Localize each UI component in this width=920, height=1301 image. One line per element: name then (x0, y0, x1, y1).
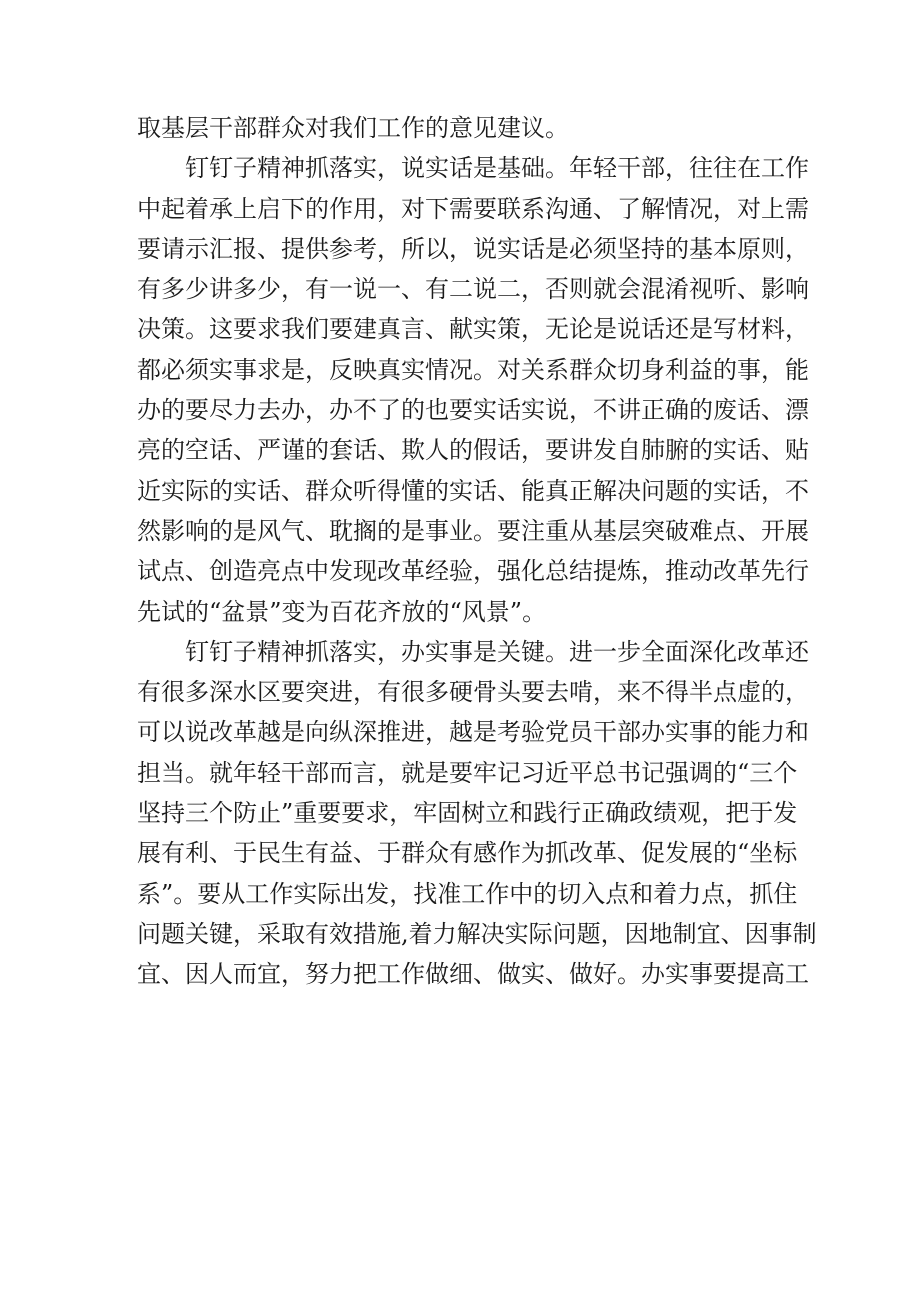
text-line: 钉钉子精神抓落实，办实事是关键。进一步全面深化改革还 (137, 637, 809, 666)
text-line: 近实际的实话、群众听得懂的实话、能真正解决问题的实话，不 (137, 476, 809, 505)
text-line: 决策。这要求我们要建真言、献实策，无论是说话还是写材料， (137, 315, 809, 344)
text-line: 有多少讲多少，有一说一、有二说二，否则就会混淆视听、影响 (137, 275, 809, 304)
text-line: 钉钉子精神抓落实，说实话是基础。年轻干部，往往在工作 (137, 154, 809, 183)
text-line: 坚持三个防止”重要要求，牢固树立和践行正确政绩观，把于发 (137, 799, 798, 828)
text-line: 展有利、于民生有益、于群众有感作为抓改革、促发展的“坐标 (137, 839, 798, 868)
text-line: 要请示汇报、提供参考，所以，说实话是必须坚持的基本原则， (137, 234, 809, 263)
text-line: 宜、因人而宜，努力把工作做细、做实、做好。办实事要提高工 (137, 960, 809, 989)
text-line: 取基层干部群众对我们工作的意见建议。 (137, 114, 569, 142)
paragraph-3 (137, 632, 817, 995)
text-line: 有很多深水区要突进，有很多硬骨头要去啃，来不得半点虚的， (137, 678, 809, 707)
text-line: 可以说改革越是向纵深推进，越是考验党员干部办实事的能力和 (137, 718, 809, 747)
text-line: 系”。要从工作实际出发，找准工作中的切入点和着力点，抓住 (137, 879, 798, 908)
text-line: 担当。就年轻干部而言，就是要牢记习近平总书记强调的“三个 (137, 758, 798, 787)
text-line: 中起着承上启下的作用，对下需要联系沟通、了解情况，对上需 (137, 194, 809, 223)
text-line: 试点、创造亮点中发现改革经验，强化总结提炼，推动改革先行 (137, 557, 809, 586)
text-line: 先试的“盆景”变为百花齐放的“风景”。 (137, 597, 547, 626)
paragraph-1 (137, 108, 791, 148)
body-text (137, 108, 817, 995)
text-line: 都必须实事求是，反映真实情况。对关系群众切身利益的事，能 (137, 355, 809, 384)
paragraph-2 (137, 148, 809, 632)
text-line: 办的要尽力去办，办不了的也要实话实说，不讲正确的废话、漂 (137, 396, 809, 425)
text-line: 然影响的是风气、耽搁的是事业。要注重从基层突破难点、开展 (137, 516, 809, 545)
text-line: 亮的空话、严谨的套话、欺人的假话，要讲发自肺腑的实话、贴 (137, 436, 809, 465)
text-line: 问题关键，采取有效措施,着力解决实际问题，因地制宜、因事制 (137, 919, 817, 948)
